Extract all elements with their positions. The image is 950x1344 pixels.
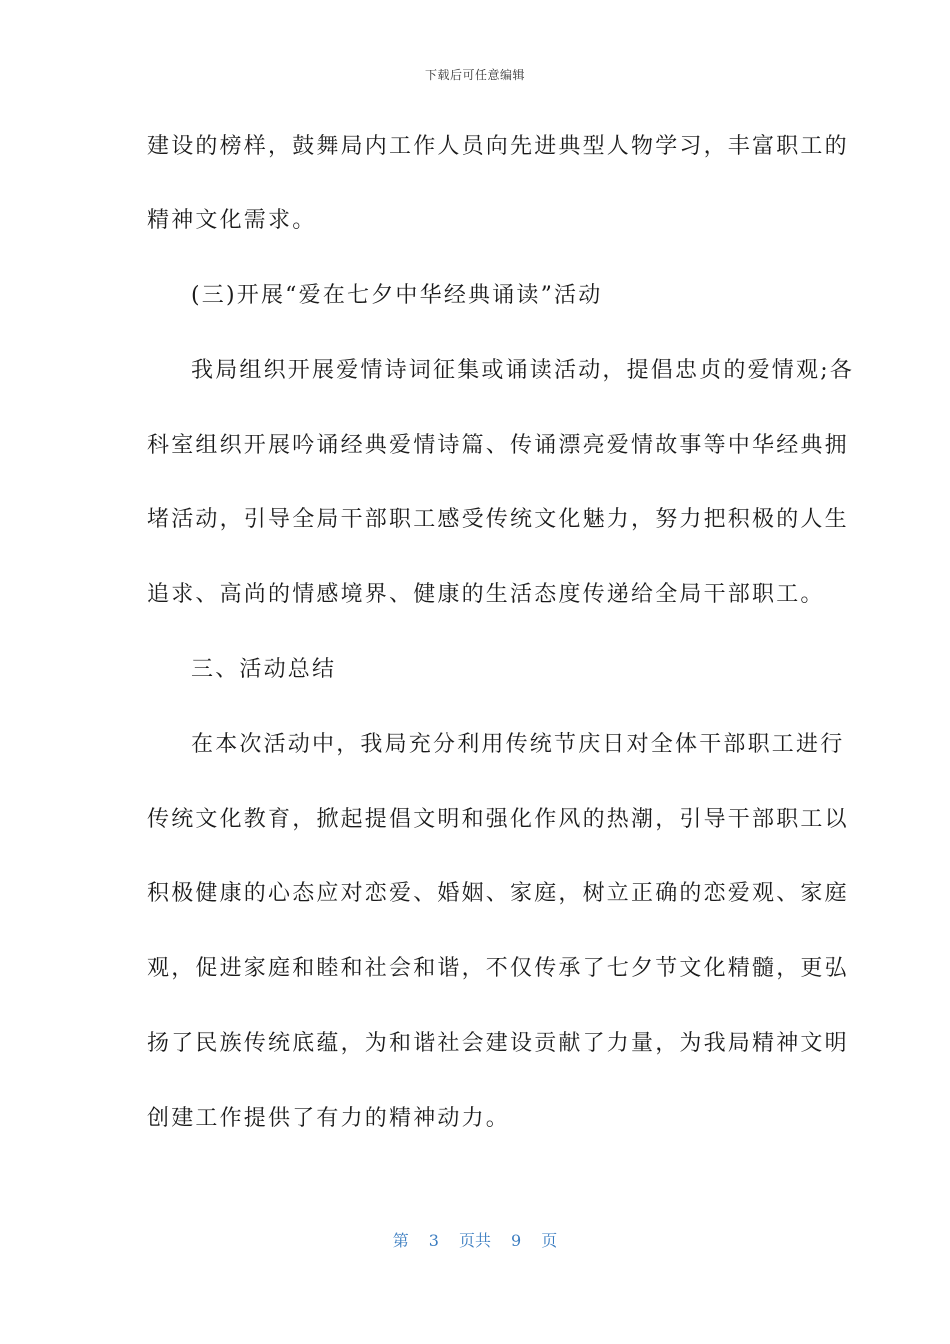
body-line: 创建工作提供了有力的精神动力。 <box>147 1106 511 1131</box>
section-heading: 三、活动总结 <box>191 657 337 682</box>
total-pages-number: 9 <box>511 1231 522 1250</box>
page-footer <box>0 1228 950 1251</box>
body-line: 我局组织开展爱情诗词征集或诵读活动，提倡忠贞的爱情观;各 <box>191 358 855 383</box>
body-line: 堵活动，引导全局干部职工感受传统文化魅力，努力把积极的人生 <box>147 507 849 532</box>
page-label-prefix: 第 <box>392 1231 409 1250</box>
page-header: 下载后可任意编辑 <box>424 68 525 82</box>
body-line: 传统文化教育，掀起提倡文明和强化作风的热潮，引导干部职工以 <box>147 807 849 832</box>
body-line: 精神文化需求。 <box>147 208 317 233</box>
current-page-number: 3 <box>428 1231 439 1250</box>
body-line: 在本次活动中，我局充分利用传统节庆日对全体干部职工进行 <box>191 732 845 757</box>
body-line: 建设的榜样，鼓舞局内工作人员向先进典型人物学习，丰富职工的 <box>147 134 849 159</box>
page-label-suffix: 页 <box>541 1231 558 1250</box>
body-line: 积极健康的心态应对恋爱、婚姻、家庭，树立正确的恋爱观、家庭 <box>147 881 849 906</box>
body-line: 观，促进家庭和睦和社会和谐，不仅传承了七夕节文化精髓，更弘 <box>147 956 849 981</box>
body-line: 科室组织开展吟诵经典爱情诗篇、传诵漂亮爱情故事等中华经典拥 <box>147 433 849 458</box>
body-line: 追求、高尚的情感境界、健康的生活态度传递给全局干部职工。 <box>147 582 825 607</box>
section-heading: (三)开展“爱在七夕中华经典诵读”活动 <box>191 283 603 308</box>
body-line: 扬了民族传统底蕴，为和谐社会建设贡献了力量，为我局精神文明 <box>147 1031 849 1056</box>
page-label-mid: 页共 <box>458 1231 491 1250</box>
